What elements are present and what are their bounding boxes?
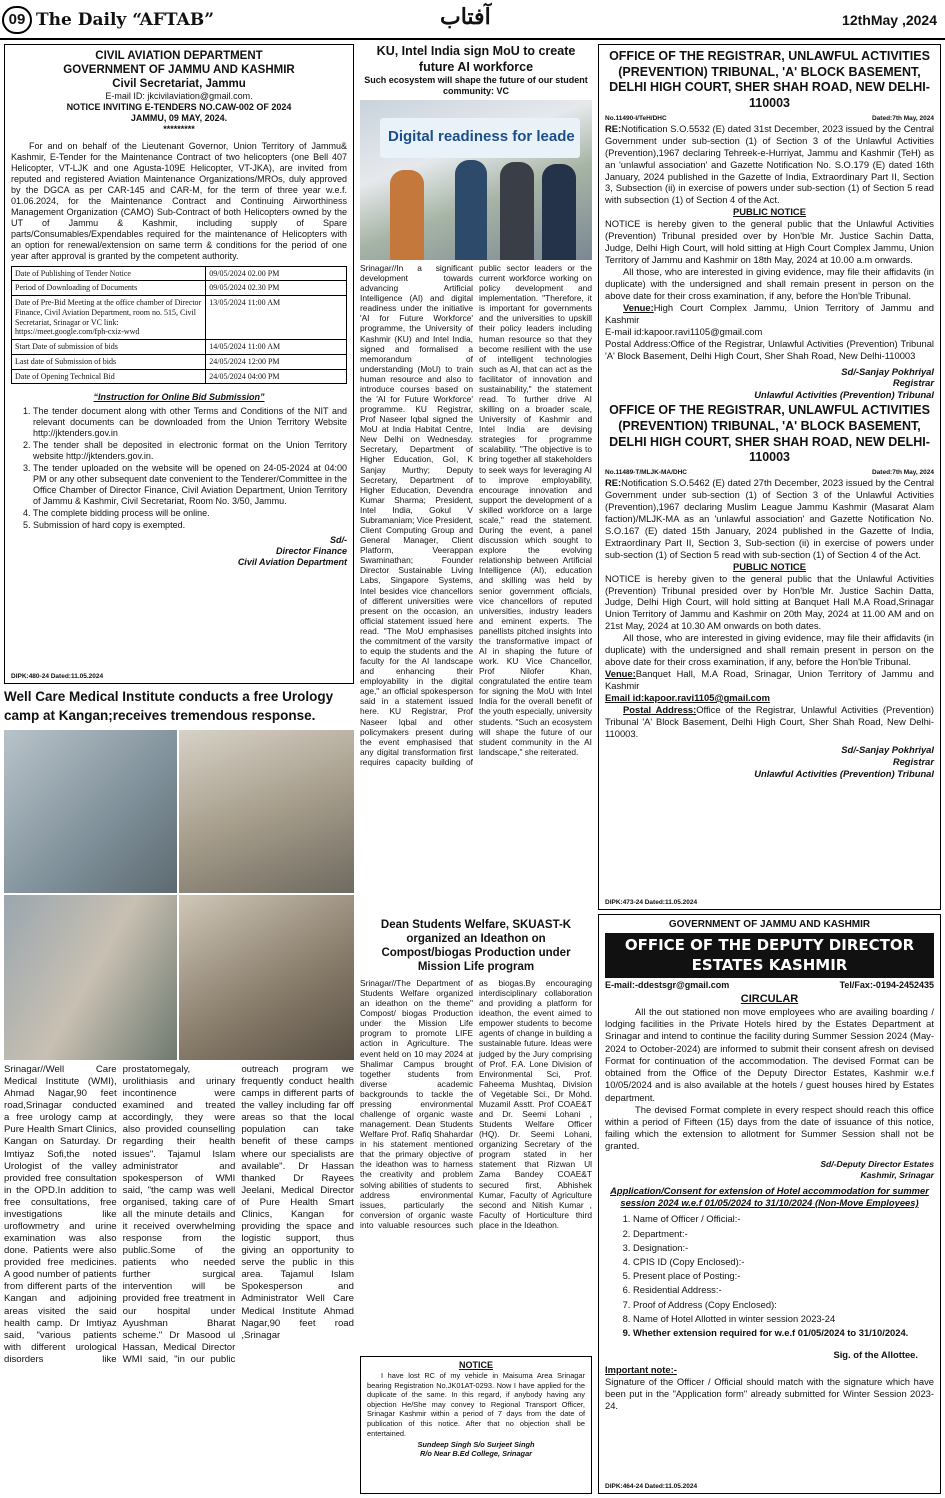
reg1-notice-text: NOTICE is hereby given to the general public that the Unlawful Activities (Prevention) Tribunal presided over by Hon'ble Mr. Justice Sachin Datta, Judge, Delhi High Court, will hold sitting at High Court Complex Jammu, Union Territory of Jammu and Kashmir on 18th May, 2024 at 10.00 a.m onwards. [605, 218, 934, 266]
table-row [12, 296, 347, 340]
estates-gov: GOVERNMENT OF JAMMU AND KASHMIR [668, 919, 871, 930]
reg1-venue: High Court Complex Jammu, Union Territory of Jammu and Kashmir [605, 301, 934, 325]
tender-gov: GOVERNMENT OF JAMMU AND KASHMIR [63, 64, 295, 77]
form-field: 1. Name of Officer / Official:- [633, 1213, 934, 1225]
reg2-ref-row [605, 469, 934, 477]
table-row [12, 266, 347, 281]
lost-notice-title: NOTICE [458, 1360, 493, 1370]
tender-sd: Sd/- [330, 534, 347, 545]
reg2-ref: No.11489-T/MLJK-MA/DHC [605, 468, 687, 476]
estates-contact [605, 980, 934, 992]
table-row [12, 281, 347, 296]
reg1-venue-label: Venue: [623, 301, 654, 313]
table-row [12, 369, 347, 384]
reg2-postal: Office of the Registrar, Unlawful Activities (Prevention) Tribunal 'A' Block Basement, Delhi High Court, Sher Shah Road, New Delhi-110003. [605, 703, 934, 739]
reg2-public-notice: PUBLIC NOTICE [733, 560, 806, 572]
table-cell: Date of Pre-Bid Meeting at the office chamber of Director Finance, Civil Aviation Department, room no. 515, Civil Secretariat, Srinagar or VC link: https://meet.google.com/fph-cxiz-wwd [12, 296, 206, 340]
photo-person [455, 160, 487, 260]
reg1-dated: Dated:7th May, 2024 [871, 114, 934, 122]
form-field: 7. Proof of Address (Copy Enclosed): [633, 1299, 934, 1311]
estates-sign-office: Kashmir, Srinagar [860, 1169, 934, 1180]
reg1-re-label: RE: [605, 122, 622, 134]
tender-date: JAMMU, 09 MAY, 2024. [130, 112, 228, 123]
reg2-venue: Banquet Hall, M.A Road, Srinagar, Union Territory of Jammu and Kashmir [605, 668, 934, 691]
photo-person [500, 162, 534, 260]
instruction-title: “Instruction for Online Bid Submission” [93, 392, 265, 403]
tender-body: For and on behalf of the Lieutenant Governor, Union Territory of Jammu& Kashmir, E-Tender for the Maintenance Contract of two helicopters (one Bell 407 Helicopter, VT-LJK and one Agusta-109E Helicopter, VT-JKA), are invited from reputed and registered Aviation Maintenance Organizations/MROs, duly approved by the DGCA as per CAR-145 and CAR-M, for the term of three year w.e.f. 01.06.2024, for the Maintenance Contract and Continuing Airworthiness Management Organization (CAMO) Sub-Contract of both Helicopters owned by the UT of Jammu & Kashmir, including supply of Spare parts/Consumables/Expendables required for the maintenance of Helicopters with an option for renewal/extension on same term & conditions for the period of one year after approval is granted by the competent authority. [11, 140, 347, 261]
wellcare-headline: Well Care Medical Institute conducts a free Urology camp at Kangan;receives tremendous response. [4, 689, 334, 723]
wellcare-photo-collage [4, 730, 354, 1060]
ku-subheadline: Such ecosystem will shape the future of our student community: VC [364, 75, 588, 97]
reg2-title: OFFICE OF THE REGISTRAR, UNLAWFUL ACTIVITIES (PREVENTION) TRIBUNAL, 'A' BLOCK BASEMENT, DELHI HIGH COURT, SHER SHAH ROAD, NEW DELHI-110003 [609, 403, 930, 465]
important-note-label: Important note:- [605, 1363, 677, 1375]
form-field: 2. Department:- [633, 1228, 934, 1240]
tender-stars: ********* [163, 123, 195, 134]
list-item: 2. The tender shall be deposited in electronic format on the Union Territory website http://jktenders.gov.in. [33, 440, 347, 462]
reg1-email: E-mail id:kapoor.ravi1105@gmail.com [605, 325, 763, 337]
form-field: 4. CPIS ID (Copy Enclosed):- [633, 1256, 934, 1268]
reg1-sign-designation: Registrar [892, 377, 934, 389]
reg1-ref: No.11490-I/TeH/DHC [605, 114, 667, 122]
reg2-dated: Dated:7th May, 2024 [871, 468, 934, 476]
list-item: 5. Submission of hard copy is exempted. [33, 520, 347, 531]
photo-waiting-area [4, 895, 179, 1060]
table-cell: 24/05/2024 04:00 PM [206, 369, 347, 384]
table-cell: 14/05/2024 11:00 AM [206, 340, 347, 355]
reg1-title: OFFICE OF THE REGISTRAR, UNLAWFUL ACTIVITIES (PREVENTION) TRIBUNAL, 'A' BLOCK BASEMENT, DELHI HIGH COURT, SHER SHAH ROAD, NEW DELHI-110003 [609, 49, 930, 110]
reg1-postal: Postal Address:Office of the Registrar, Unlawful Activities (Prevention) Tribunal 'A' Block Basement, Delhi High Court, Sher Shah Road, New Delhi-110003 [605, 337, 934, 361]
skuast-headline: Dean Students Welfare, SKUAST-K organized an Ideathon on Compost/biogas Production under Mission Life program [380, 919, 572, 974]
table-cell: 24/05/2024 12:00 PM [206, 354, 347, 369]
photo-backdrop-text: Digital readiness for leade [380, 118, 580, 158]
reg2-re-label: RE: [605, 477, 622, 489]
tender-email: E-mail ID: jkcivilaviation@gmail.com. [105, 91, 253, 102]
estates-para1: All the out stationed non move employees who are availing boarding / lodging facilities in the Private Hotels hired by the Estates Department at Srinagar and intend to continue the facility during Summer Session 2024 (May-2024 to October-2024) are informed to submit their consent afresh on devised Format for continuation of the accommodation. The devised Format can be obtained from the Office of the Deputy Director Estates, Kashmir w.e.f 10/05/2024 and is also available at the hotels / guest houses hired by Estates department. [605, 1005, 934, 1103]
table-row [12, 354, 347, 369]
reg2-venue-label: Venue: [605, 668, 636, 680]
table-cell: 09/05/2024 02.30 PM [206, 281, 347, 296]
estates-circular [598, 914, 941, 1494]
newspaper-name: The Daily “AFTAB” [36, 10, 214, 30]
reg2-postal-label: Postal Address: [623, 703, 697, 715]
civil-aviation-tender [4, 44, 354, 684]
registrar-notices [598, 44, 941, 910]
ku-body: Srinagar//In a significant development towards advancing Artificial Intelligence (AI) and digital readiness under the initiative 'AI for Future Workforce' programme, the University of Kashmir (KU) and Intel India, signed and formalised a memorandum of understanding (MoU) to train human resource and also to introduce courses based on the 'AI for Future Workforce' programme. KU Registrar, Prof Naseer Iqbal signed the MoU at India Habitat Centre, New Delhi on Wednesday. Secretary, Department of Higher Education, GoI, K Sanjay Murthy; Deputy Secretary, Department of Higher Education, Devendra Kumar Sharma; President, Intel India, Gokul V Subramaniam; Vice President, Client Computing Group and General Manager, Client Platform, Veerappan Swaminathan; Founder Director Sustainable Living Labs, Singapore Systems, Intel besides vice chancellors of different universities were present on the occasion, an official statement issued here read. "The MoU emphasises the commitment of the varsity to equip the students and the faculty for the AI landscape and enhancing their employability in the digital age," an official spokesperson said in a statement issued here. KU Registrar, Prof Naseer Iqbal and other policymakers present during the event emphasised that any digital transformation first requires capacity building of public sector leaders or the current workforce working on policy development and implementation. "Therefore, it is important for governments and the universities to upskill their policy leaders including human resource so that they become resilient with the use of intelligent technologies such as AI, that can act as the facilitator of innovation and sustainability," the statement read. To further drive AI skilling on a broader scale, University of Kashmir and Intel India are devising strategies for programme scalability. "The objective is to bring together all stakeholders to seek ways for leveraging AI to improve employability, encourage innovation and support the development of a skilled workforce on a large scale," read the statement. During the event, a panel discussion which sought to explore the evolving relationship between Artificial Intelligence (AI), education and skilling was held by senior government officials, vice chancellors of reputed universities, industry leaders and eminent experts. The panellists pitched insights into the transformative impact of AI in shaping the future of work. KU Vice Chancellor, Prof Nilofer Khan, congratulated the entire team for signing the MoU with Intel India for the overall benefit of the youth especially, university students. "Such an ecosystem will shape the future of our student community in the AI landscape," she reiterated. [360, 263, 592, 767]
photo-patients [179, 895, 354, 1060]
application-fields [605, 1213, 934, 1339]
lost-notice-body: I have lost RC of my vehicle in Maisuma Area Srinagar bearing Registration No.JK01AT-0293. Now I have applied for the duplicate of the same. In this regard, if anybody having any objection He/She may convey to Regional Transport Officer, Srinagar Kashmir within a period of 7 days from the date of publication of this notice. After that no objection shall be entertained. [367, 1370, 585, 1438]
reg2-notice-text: NOTICE is hereby given to the general public that the Unlawful Activities (Prevention) Tribunal presided over by Hon'ble Mr. Justice Sachin Datta, Judge, Delhi High Court, will hold sitting at Banquet Hall M.A Road,Srinagar Union Territory of Jammu and Kashmir on 20th May, 2024 at 11.00 AM and on 21st May, 2024 at 10.30 AM onwards on both dates. [605, 572, 934, 632]
form-field: 6. Residential Address:- [633, 1284, 934, 1296]
ku-headline: KU, Intel India sign MoU to create future AI workforce [376, 44, 576, 74]
tender-dipk: DIPK:480-24 Dated:11.05.2024 [11, 673, 104, 681]
reg2-sign-office: Unlawful Activities (Prevention) Tribunal [754, 767, 934, 779]
photo-person [542, 164, 576, 260]
masthead [0, 0, 945, 40]
reg1-sign: Sd/-Sanjay Pokhriyal [841, 365, 934, 377]
reg2-sign: Sd/-Sanjay Pokhriyal [841, 743, 934, 755]
list-item: 1. The tender document along with other Terms and Conditions of the NIT and relevant documents can be downloaded from the Union Territory Website http://jktenders.gov.in [33, 406, 347, 439]
newspaper-logo: آفتاب [440, 4, 491, 30]
estates-email: E-mail:-ddestsgr@gmail.com [605, 980, 730, 990]
reg1-re: Notification S.O.5532 (E) dated 31st December, 2023 issued by the Central Government under sub-section (1) of Section 3 of the Unlawful Activities (Prevention),1967 declaring Tehreek-e-Hurriyat, Jammu and Kashmir (TeH) as an 'unlawful association' and Gazette Notification No. S.O.179 (E) dated 16th January, 2024 published in the Gazette of India, Extraordinary Part II, Section 3, Subsection (ii) in exercise of powers under sub-section (1) of Section 5 read with subsection (1) of Section 4 of the Act. [605, 122, 934, 206]
form-field: 9. Whether extension required for w.e.f 01/05/2024 to 31/10/2024. [633, 1327, 934, 1339]
allottee-signature: Sig. of the Allottee. [833, 1349, 918, 1361]
estates-circular-title: CIRCULAR [740, 992, 799, 1005]
table-cell: Last date of Submission of bids [12, 354, 206, 369]
page-number: 09 [2, 6, 32, 34]
reg1-sign-office: Unlawful Activities (Prevention) Tribunal [754, 389, 934, 401]
table-cell: Start Date of submission of bids [12, 340, 206, 355]
photo-clinic-corridor [4, 730, 179, 895]
table-cell: Date of Opening Technical Bid [12, 369, 206, 384]
application-title: Application/Consent for extension of Hotel accommodation for summer session 2024 w.e.f 01/05/2024 to 31/10/2024 (Non-Move Employees) [610, 1184, 929, 1209]
reg2-evidence-text: All those, who are interested in giving evidence, may file their affidavits (in duplicate) with the undersigned and shall remain present in person on the above date for their cross examination, if any, before the Hon'ble Tribunal. [605, 632, 934, 668]
ku-mou-photo [360, 100, 592, 260]
issue-date: 12thMay ,2024 [842, 12, 937, 28]
list-item: 4. The complete bidding process will be online. [33, 508, 347, 519]
instruction-list [11, 406, 347, 531]
estates-dipk: DIPK:464-24 Dated:11.05.2024 [605, 1482, 698, 1490]
table-row [12, 340, 347, 355]
lost-notice-address: R/o Near B.Ed College, Srinagar [419, 1449, 533, 1459]
important-note: Signature of the Officer / Official should match with the signature which have been put in the "Application form" already submitted for Winter Session 2023-24. [605, 1375, 934, 1412]
tender-dept: CIVIL AVIATION DEPARTMENT [95, 50, 263, 62]
lost-rc-notice [360, 1356, 592, 1494]
lost-notice-sign: Sundeep Singh S/o Surjeet Singh [417, 1440, 535, 1450]
list-item: 3. The tender uploaded on the website will be opened on 24-05-2024 at 04:00 PM or any other subsequent date convenient to the Tenderer/Committee in the Office Chamber of Director Finance, Civil Aviation Department, Union Territory of Jammu & Kashmir, Civil Secretariat, Room No. 3/50, Jammu. [33, 463, 347, 507]
form-field: 5. Present place of Posting:- [633, 1270, 934, 1282]
tender-signatory: Director Finance [275, 545, 347, 556]
tender-signatory-dept: Civil Aviation Department [237, 556, 347, 567]
reg1-public-notice: PUBLIC NOTICE [733, 206, 806, 218]
wellcare-headline-box [4, 688, 354, 728]
photo-person [390, 170, 424, 260]
reg2-re: Notification S.O.5462 (E) dated 27th December, 2023 issued by the Central Government under sub-section (1) of Section 3 of the Unlawful Activities (Prevention),1967 declaring Muslim League Jammu Kashmir (Masarat Alam faction)/MLJK-MA as an 'unlawful association' and Gazette Notification No. S.O.167 (E) dated 15th January, 2024 published in the Gazette of India, Extraordinary Part II, Section 3, Sub-section (ii) in exercise of powers under sub-section (1) of Section 5 read with sub-section (1) of Section 4 of the Act. [605, 477, 934, 560]
reg1-evidence-text: All those, who are interested in giving evidence, may file their affidavits (in duplicate) with the undersigned and shall remain present in person on the above date for their cross examination, if any, before the Hon'ble Tribunal. [605, 266, 934, 301]
wellcare-body: Srinagar//Well Care Medical Institute (WMI), Ahmad Nagar,90 feet road,Srinagar conducted a free urology camp at Pure Health Smart Clinics, Kangan on Saturday. Dr Imtiyaz Sofi,the noted Urologist of the valley provided free consultation in the OPD.In addition to free consultations, free investigations like uroflowmetry and urine examination was also done. Patients were also provided free medicines. A good number of patients from different parts of the Kangan and adjoining areas visited the said health camp. Dr Imtiyaz said, "various patients with different urological disorders like prostatomegaly, urolithiasis and urinary incontinence were examined and treated accordingly, they were also provided counselling regarding their health issues". Tajamul Islam administrator and spokesperson of WMI said, "the camp was well organised, taking care of all the minute details and it received overwhelming response from the public.Some of the patients who needed further surgical intervention will be provided free treatment in our hospital under Ayushman Bharat scheme." Dr Masood ul Hassan, Medical Director WMI said, "in our public outreach program we frequently conduct health camps in different parts of the valley including far off areas so that the local population can take benefit of these camps where our specialists are available". Dr Hassan thanked Dr Rayees Jeelani, Medical Director of Pure Health Smart Clinics, Kangan for providing the space and logistic support, thus giving an opportunity to serve the public in this area. Tajamul Islam Spokesperson and Administrator Well Care Medical Institute Ahmad Nagar,90 feet road ,Srinagar [4, 1064, 354, 1365]
reg1-ref-row [605, 115, 934, 123]
estates-sign: Sd/-Deputy Director Estates [820, 1158, 934, 1169]
form-field: 8. Name of Hotel Allotted in winter session 2023-24 [633, 1313, 934, 1325]
photo-doctor-consult [179, 730, 354, 895]
reg2-dipk: DIPK:473-24 Dated:11.05.2024 [605, 898, 698, 906]
table-cell: 13/05/2024 11:00 AM [206, 296, 347, 340]
tender-schedule-table [11, 266, 347, 385]
table-cell: Date of Publishing of Tender Notice [12, 266, 206, 281]
table-cell: 09/05/2024 02.00 PM [206, 266, 347, 281]
tender-notice-title: NOTICE INVITING E-TENDERS NO.CAW-002 OF 2024 [66, 102, 292, 113]
skuast-body: Srinagar//The Department of Students Welfare organized an ideathon on the theme" Compost/ biogas Production under the Mission Life program to promote LIFE action in Agriculture. The event held on 10 may 2024 at Shalimar Campus brought together students from diverse academic backgrounds to tackle the pressing environmental challenge of organic waste management. Dean Students Welfare Prof. Rafiq Shahardar in his statement mentioned that the primary objective of the ideathon was to harness the creativity and problem solving abilities of students to address environmental issues, particularly the conversion of organic waste into valuable resources such as biogas.By encouraging interdisciplinary collaboration and providing a platform for ideathon, the event aimed to empower students to become agents of change in building a sustainable future. Ideas were judged by the Jury comprising of Prof. F.A. Lone Division of Environmental Sci, Prof. Faheema Mushtaq, Division of Vegetable Sci., Dr Mohd. Muzamil Asstt. Prof COAE&T and Dr. Seemi Lohani , Students Welfare Officer (HQ). Dr. Seemi Lohani, organizing Secretary of the program stated in her statement that Rizwan Ul Zama Bandey COAE&T secured first, Abhishek Kumar, Faculty of Agriculture second and Nitish Kumar , Faculty of Horticulture third place in the Ideathon. [360, 978, 592, 1230]
estates-banner: OFFICE OF THE DEPUTY DIRECTOR ESTATES KASHMIR [605, 933, 934, 978]
skuast-headline-box [360, 918, 592, 976]
form-field: 3. Designation:- [633, 1242, 934, 1254]
table-cell: Period of Downloading of Documents [12, 281, 206, 296]
estates-para2: The devised Format complete in every respect should reach this office within a period of Fifteen (15) days from the date of issuance of this notice, failing which the extension to allotment for Summer Session shall not be granted. [605, 1103, 934, 1152]
reg2-sign-designation: Registrar [892, 755, 934, 767]
tender-office: Civil Secretariat, Jammu [112, 78, 246, 91]
estates-tel: Tel/Fax:-0194-2452435 [839, 980, 934, 990]
reg2-email: Email id:kapoor.ravi1105@gmail.com [605, 691, 770, 703]
ku-headline-box [360, 44, 592, 98]
